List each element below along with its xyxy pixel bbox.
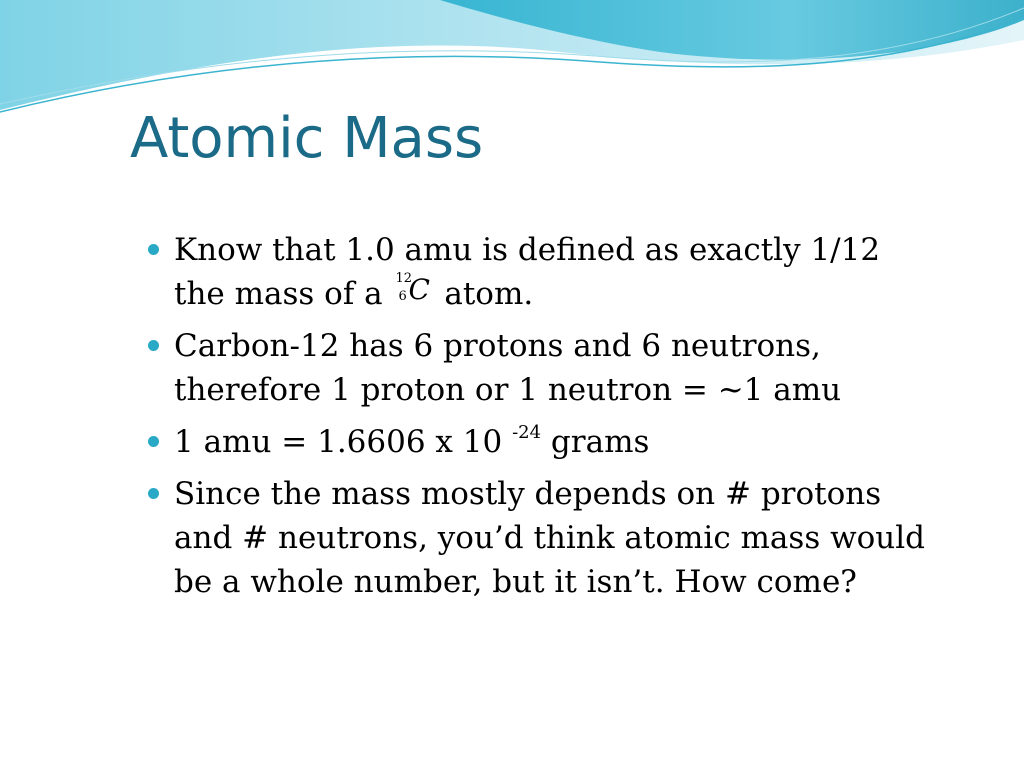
bullet-text-part: atom. [434,276,534,312]
bullet-list [140,228,940,612]
bullet-dot-icon [148,340,159,351]
bullet-dot-icon [148,244,159,255]
bullet-text-part: 1 amu = 1.6606 x 10 [174,424,513,460]
bullet-dot-icon [148,436,159,447]
slide-title: Atomic Mass [130,106,484,171]
bullet-text: Carbon-12 has 6 protons and 6 neutrons, therefore 1 proton or 1 neutron = ~1 amu [174,328,842,408]
exponent: -24 [512,422,542,443]
bullet-dot-icon [148,488,159,499]
bullet-item-carbon-12 [140,324,940,412]
atomic-number: 6 [398,289,407,304]
bullet-item-amu-definition [140,228,940,316]
bullet-text-part: grams [541,424,650,460]
carbon-12-nuclide-notation [393,271,435,308]
bullet-text-part: Know that 1.0 amu is defined as exactly 1/12 the mass of a [174,232,881,312]
bullet-item-amu-grams [140,420,940,464]
mass-number: 12 [395,271,413,286]
bullet-text: Since the mass mostly depends on # protons and # neutrons, you’d think atomic mass would be a whole number, but it isn’t. How come? [174,476,926,600]
element-symbol: C [408,273,430,306]
bullet-item-question [140,472,940,604]
